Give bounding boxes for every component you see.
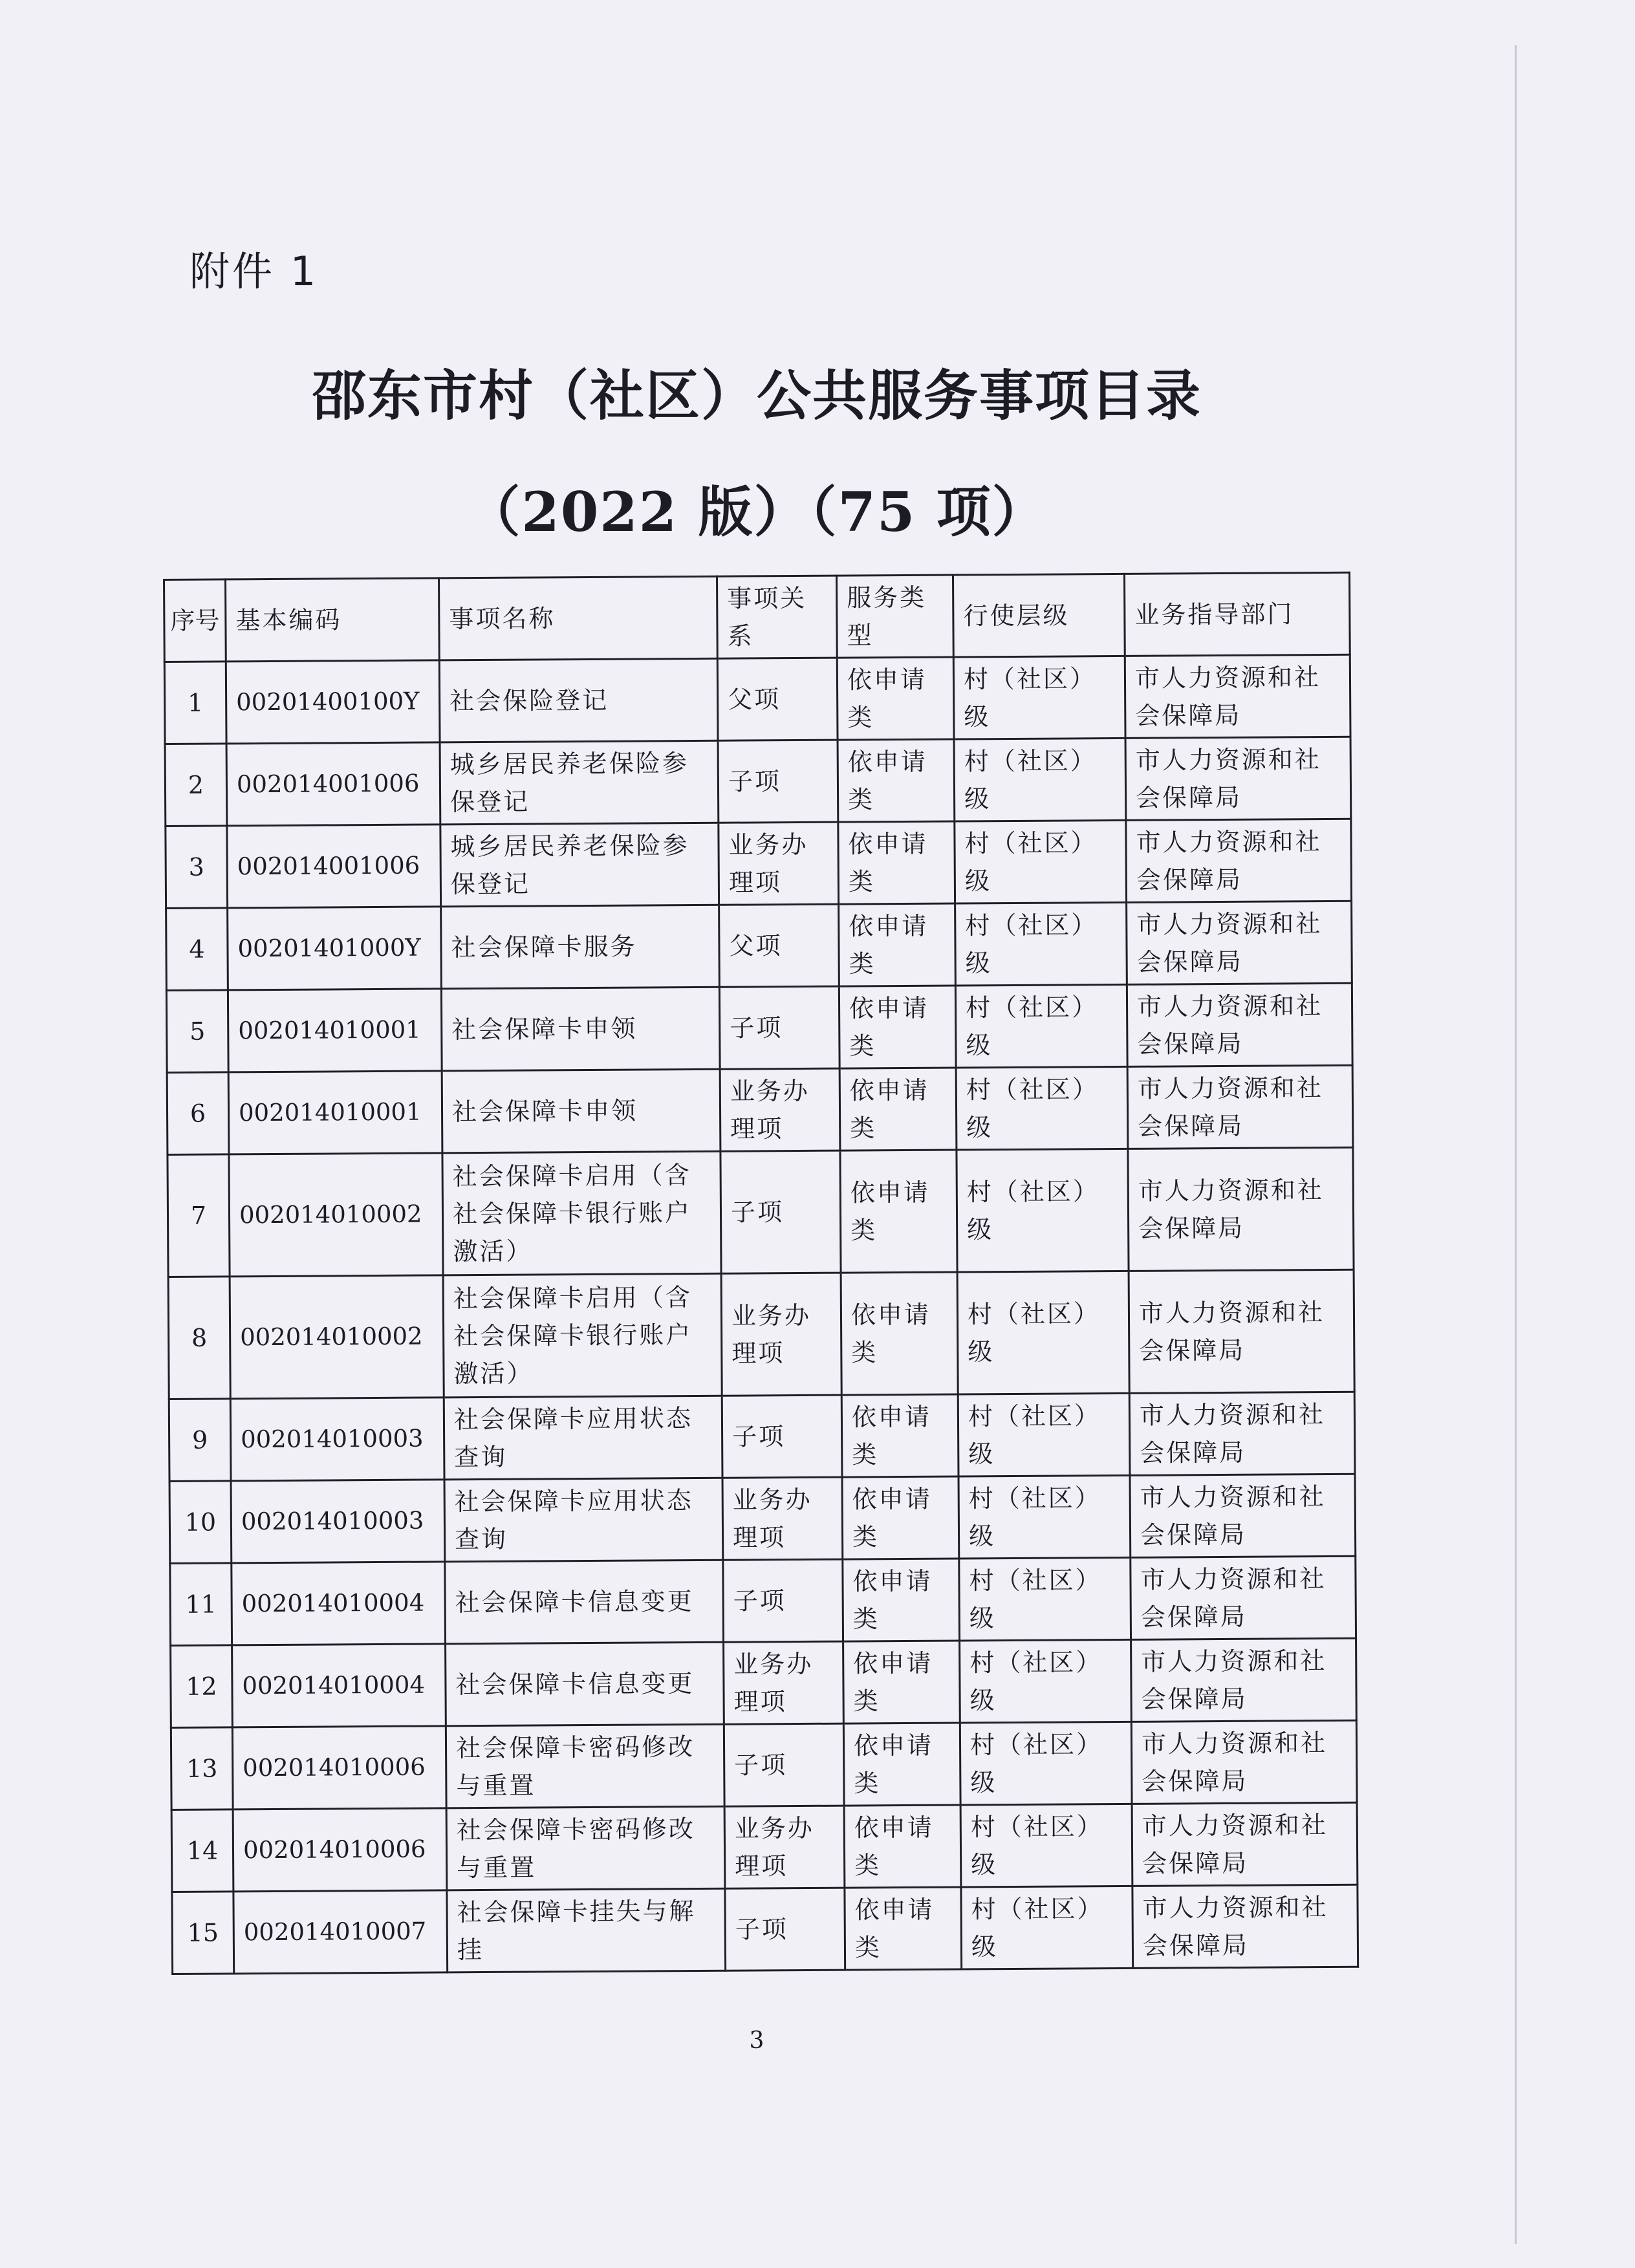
cell-level: 村（社区）级 xyxy=(960,1804,1132,1887)
table-row xyxy=(164,654,1350,744)
cell-name: 社会保障卡申领 xyxy=(442,1069,720,1153)
cell-name: 社会保障卡服务 xyxy=(441,905,720,989)
cell-no: 10 xyxy=(169,1481,232,1564)
cell-code: 00201400100Y xyxy=(226,660,440,744)
table-row xyxy=(169,1474,1356,1563)
cell-relation: 父项 xyxy=(717,658,838,740)
cell-dept: 市人力资源和社会保障局 xyxy=(1127,983,1352,1066)
cell-no: 1 xyxy=(164,662,226,744)
cell-relation: 子项 xyxy=(722,1395,842,1478)
catalog-table-wrapper xyxy=(163,572,1357,1975)
cell-code: 002014010001 xyxy=(228,989,442,1072)
cell-level: 村（社区）级 xyxy=(958,1393,1130,1476)
cell-no: 12 xyxy=(171,1645,233,1728)
cell-level: 村（社区）级 xyxy=(954,738,1126,821)
cell-type: 依申请类 xyxy=(842,1476,959,1559)
page-edge-line xyxy=(1515,45,1517,2244)
cell-name: 社会保障卡信息变更 xyxy=(445,1560,724,1644)
cell-no: 11 xyxy=(170,1563,232,1646)
cell-type: 依申请类 xyxy=(839,986,956,1068)
cell-level: 村（社区）级 xyxy=(953,656,1125,739)
cell-code: 00201401000Y xyxy=(228,907,442,990)
cell-no: 13 xyxy=(171,1727,233,1810)
cell-relation: 业务办理项 xyxy=(719,822,839,905)
cell-dept: 市人力资源和社会保障局 xyxy=(1126,819,1352,902)
cell-name: 城乡居民养老保险参保登记 xyxy=(440,823,719,907)
cell-type: 依申请类 xyxy=(843,1641,960,1723)
cell-level: 村（社区）级 xyxy=(955,902,1127,986)
attachment-label: 附件 1 xyxy=(189,248,319,295)
cell-type: 依申请类 xyxy=(839,903,956,986)
cell-type: 依申请类 xyxy=(839,1068,957,1150)
cell-no: 2 xyxy=(165,744,227,826)
cell-dept: 市人力资源和社会保障局 xyxy=(1129,1269,1354,1393)
table-header-row xyxy=(164,572,1350,662)
cell-level: 村（社区）级 xyxy=(960,1722,1132,1805)
cell-level: 村（社区）级 xyxy=(961,1886,1133,1969)
cell-name: 社会保障卡应用状态查询 xyxy=(444,1478,723,1562)
service-catalog-table xyxy=(163,572,1359,1975)
cell-type: 依申请类 xyxy=(843,1559,960,1641)
cell-code: 002014010002 xyxy=(229,1153,443,1277)
table-row xyxy=(168,1147,1354,1277)
cell-level: 村（社区）级 xyxy=(958,1475,1131,1559)
cell-dept: 市人力资源和社会保障局 xyxy=(1132,1885,1358,1968)
cell-code: 002014010006 xyxy=(232,1726,446,1809)
cell-type: 依申请类 xyxy=(844,1805,961,1888)
cell-code: 002014010004 xyxy=(232,1562,446,1645)
table-row xyxy=(168,1269,1354,1399)
cell-dept: 市人力资源和社会保障局 xyxy=(1130,1474,1356,1557)
cell-name: 社会保障卡启用（含社会保障卡银行账户激活） xyxy=(443,1273,722,1398)
page-number: 3 xyxy=(749,2027,764,2054)
cell-relation: 业务办理项 xyxy=(724,1806,845,1888)
table-row xyxy=(166,901,1352,990)
cell-code: 002014010003 xyxy=(230,1398,444,1481)
cell-level: 村（社区）级 xyxy=(956,1066,1128,1150)
cell-no: 14 xyxy=(171,1809,233,1892)
table-row xyxy=(165,737,1351,826)
cell-level: 村（社区）级 xyxy=(955,984,1127,1068)
cell-relation: 子项 xyxy=(725,1888,845,1971)
cell-type: 依申请类 xyxy=(838,739,955,822)
cell-no: 4 xyxy=(166,908,228,991)
document-title: 邵东市村（社区）公共服务事项目录 xyxy=(311,363,1202,427)
cell-relation: 子项 xyxy=(724,1723,844,1806)
cell-name: 社会保障卡应用状态查询 xyxy=(444,1396,722,1480)
cell-dept: 市人力资源和社会保障局 xyxy=(1132,1802,1358,1886)
cell-dept: 市人力资源和社会保障局 xyxy=(1129,1392,1355,1475)
table-row xyxy=(166,983,1352,1072)
table-row xyxy=(172,1885,1358,1974)
cell-relation: 业务办理项 xyxy=(724,1641,844,1724)
cell-type: 依申请类 xyxy=(838,821,955,904)
cell-code: 002014010007 xyxy=(233,1890,448,1974)
cell-relation: 子项 xyxy=(720,1150,841,1273)
column-header-name: 事项名称 xyxy=(439,576,718,660)
cell-no: 3 xyxy=(166,826,228,909)
column-header-no: 序号 xyxy=(164,579,226,662)
cell-type: 依申请类 xyxy=(841,1394,958,1477)
cell-code: 002014001006 xyxy=(227,825,441,908)
cell-relation: 子项 xyxy=(723,1559,843,1642)
table-row xyxy=(171,1638,1357,1727)
cell-dept: 市人力资源和社会保障局 xyxy=(1131,1720,1357,1804)
cell-name: 社会保障卡挂失与解挂 xyxy=(447,1888,726,1972)
cell-no: 5 xyxy=(166,990,228,1073)
cell-dept: 市人力资源和社会保障局 xyxy=(1125,654,1350,738)
cell-relation: 业务办理项 xyxy=(721,1273,841,1396)
cell-type: 依申请类 xyxy=(843,1723,960,1806)
cell-type: 依申请类 xyxy=(845,1887,962,1970)
column-header-type: 服务类型 xyxy=(836,575,953,658)
cell-name: 社会保障卡启用（含社会保障卡银行账户激活） xyxy=(442,1151,721,1275)
table-row xyxy=(167,1065,1353,1154)
cell-code: 002014010006 xyxy=(233,1808,447,1892)
table-row xyxy=(166,819,1352,908)
cell-no: 6 xyxy=(167,1072,229,1155)
cell-dept: 市人力资源和社会保障局 xyxy=(1131,1556,1356,1639)
table-row xyxy=(171,1802,1358,1892)
cell-relation: 子项 xyxy=(718,740,838,823)
cell-level: 村（社区）级 xyxy=(959,1557,1131,1641)
cell-level: 村（社区）级 xyxy=(957,1149,1129,1272)
cell-code: 002014010001 xyxy=(228,1071,442,1154)
cell-type: 依申请类 xyxy=(840,1150,957,1273)
table-row xyxy=(169,1392,1355,1481)
cell-relation: 父项 xyxy=(719,904,839,987)
cell-no: 8 xyxy=(168,1277,230,1399)
cell-relation: 子项 xyxy=(719,986,839,1069)
cell-name: 社会保障卡密码修改与重置 xyxy=(446,1724,724,1808)
cell-dept: 市人力资源和社会保障局 xyxy=(1127,901,1352,984)
cell-dept: 市人力资源和社会保障局 xyxy=(1125,737,1351,820)
cell-name: 城乡居民养老保险参保登记 xyxy=(440,740,719,825)
cell-no: 15 xyxy=(172,1892,234,1974)
cell-dept: 市人力资源和社会保障局 xyxy=(1131,1638,1357,1722)
cell-code: 002014010003 xyxy=(231,1480,445,1563)
cell-relation: 业务办理项 xyxy=(722,1477,843,1560)
table-body xyxy=(164,654,1358,1974)
table-row xyxy=(171,1720,1357,1809)
cell-level: 村（社区）级 xyxy=(955,820,1127,903)
cell-level: 村（社区）级 xyxy=(960,1639,1132,1723)
document-subtitle: （2022 版）（75 项） xyxy=(466,480,1048,544)
cell-relation: 业务办理项 xyxy=(720,1068,840,1151)
column-header-code: 基本编码 xyxy=(226,578,440,662)
cell-no: 7 xyxy=(168,1154,230,1277)
column-header-level: 行使层级 xyxy=(953,574,1125,657)
cell-code: 002014001006 xyxy=(226,742,440,826)
cell-code: 002014010004 xyxy=(232,1644,446,1727)
cell-type: 依申请类 xyxy=(837,657,954,740)
table-row xyxy=(170,1556,1356,1645)
cell-code: 002014010002 xyxy=(230,1275,444,1399)
cell-name: 社会保险登记 xyxy=(439,658,718,742)
cell-name: 社会保障卡申领 xyxy=(441,987,720,1071)
cell-type: 依申请类 xyxy=(841,1272,958,1395)
cell-dept: 市人力资源和社会保障局 xyxy=(1128,1147,1354,1271)
cell-dept: 市人力资源和社会保障局 xyxy=(1127,1065,1353,1149)
cell-name: 社会保障卡信息变更 xyxy=(446,1642,724,1726)
cell-no: 9 xyxy=(169,1399,231,1482)
column-header-dept: 业务指导部门 xyxy=(1124,572,1350,656)
column-header-relation: 事项关系 xyxy=(717,576,837,658)
cell-name: 社会保障卡密码修改与重置 xyxy=(446,1806,725,1890)
cell-level: 村（社区）级 xyxy=(957,1271,1129,1394)
